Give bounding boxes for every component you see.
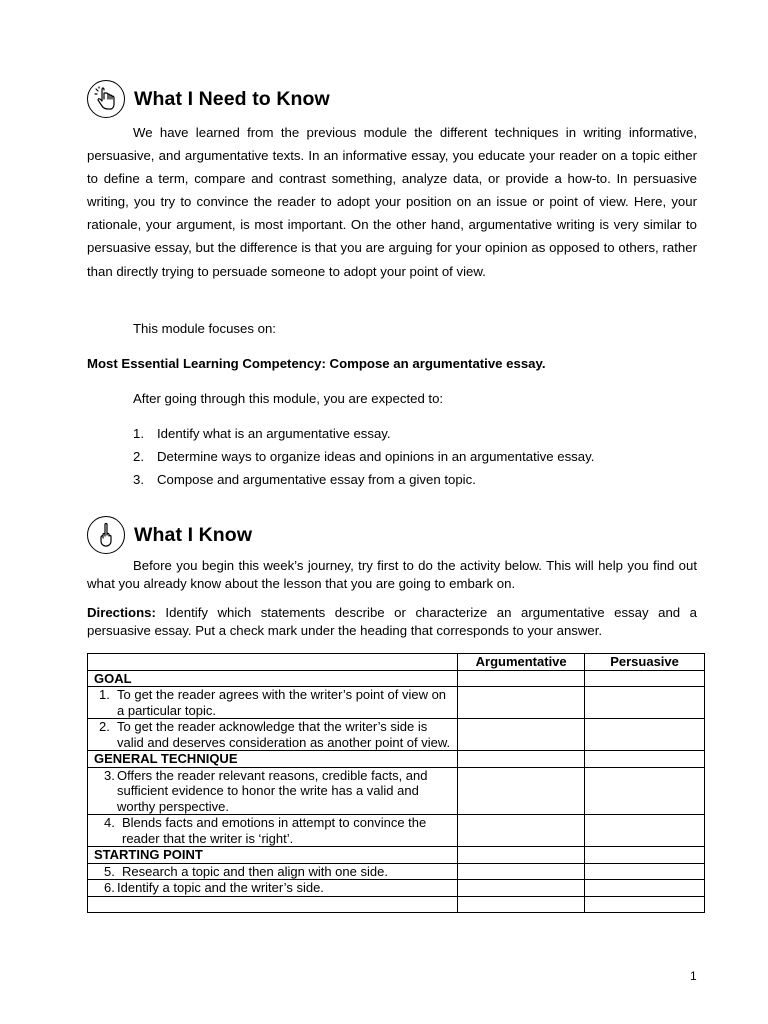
statement-cell: 3. Offers the reader relevant reasons, credible facts, and sufficient evidence to honor the write has a valid and worthy perspective. [88,767,458,815]
check-cell[interactable] [458,847,585,864]
directions-paragraph [87,604,697,639]
check-cell[interactable] [585,847,705,864]
table-row [88,719,705,751]
table-row [88,815,705,847]
table-header-empty [88,654,458,671]
check-cell[interactable] [458,670,585,687]
statement-cell: 5. Research a topic and then align with one side. [88,863,458,880]
table-row [88,847,705,864]
table-row [88,670,705,687]
statement-cell: 1. To get the reader agrees with the writer’s point of view on a particular topic. [88,687,458,719]
category-goal: GOAL [88,670,458,687]
check-cell[interactable] [585,815,705,847]
check-cell[interactable] [458,880,585,897]
empty-cell [88,896,458,912]
check-cell[interactable] [458,863,585,880]
check-cell[interactable] [585,719,705,751]
list-item: 1. Identify what is an argumentative essay. [133,426,391,441]
intro-paragraph: We have learned from the previous module the different techniques in writing informative, persuasive, and argumentative texts. In an informative essay, you educate your reader on a topic either to define a term, compare and contrast something, analyze data, or provide a how-to. In persuasive writing, you try to convince the reader to adopt your position on an issue or point of view. Here, your rationale, your argument, is most important. On the other hand, argumentative writing is very similar to persuasive essay, but the difference is that you are arguing for your opinion as opposed to others, rather than directly trying to persuade someone to adopt your point of view. [87,125,697,279]
check-cell[interactable] [458,687,585,719]
category-general-technique: GENERAL TECHNIQUE [88,751,458,768]
statement-cell: 2. To get the reader acknowledge that the writer’s side is valid and deserves consideration as another point of view. [88,719,458,751]
check-cell[interactable] [585,863,705,880]
section-header-what-i-know [87,516,252,554]
expected-text: After going through this module, you are expected to: [133,391,444,406]
table-row [88,751,705,768]
table-row [88,880,705,897]
competency-text: Most Essential Learning Competency: Compose an argumentative essay. [87,356,546,371]
column-header-persuasive: Persuasive [585,654,705,671]
table-header-row [88,654,705,671]
table-row [88,863,705,880]
directions-text: Identify which statements describe or characterize an argumentative essay and a persuasive essay. Put a check mark under the heading that corresponds to your answer. [87,605,697,638]
checklist-table [87,653,705,913]
directions-label: Directions: [87,605,156,620]
statement-cell: 6. Identify a topic and the writer’s side. [88,880,458,897]
check-cell[interactable] [585,880,705,897]
focus-text: This module focuses on: [133,321,276,336]
column-header-argumentative: Argumentative [458,654,585,671]
check-cell[interactable] [585,670,705,687]
pointing-hand-icon [87,80,125,118]
page-number: 1 [690,969,697,983]
check-cell[interactable] [585,751,705,768]
objectives-list [133,426,594,495]
list-item: 3. Compose and argumentative essay from a given topic. [133,472,476,487]
table-row [88,896,705,912]
check-cell[interactable] [458,815,585,847]
check-cell[interactable] [458,896,585,912]
table-row [88,767,705,815]
check-cell[interactable] [585,896,705,912]
list-item: 2. Determine ways to organize ideas and opinions in an argumentative essay. [133,449,595,464]
section-title: What I Know [134,523,253,546]
category-starting-point: STARTING POINT [88,847,458,864]
check-cell[interactable] [458,751,585,768]
intro-paragraph: Before you begin this week’s journey, try first to do the activity below. This will help you find out what you already know about the lesson that you are going to embark on. [87,558,697,591]
check-cell[interactable] [458,767,585,815]
check-cell[interactable] [585,767,705,815]
section-header-what-i-need-to-know [87,80,330,118]
raised-hand-icon [87,516,125,554]
check-cell[interactable] [458,719,585,751]
table-row [88,687,705,719]
check-cell[interactable] [585,687,705,719]
section-title: What I Need to Know [134,87,330,110]
statement-cell: 4. Blends facts and emotions in attempt to convince the reader that the writer is ‘right’. [88,815,458,847]
